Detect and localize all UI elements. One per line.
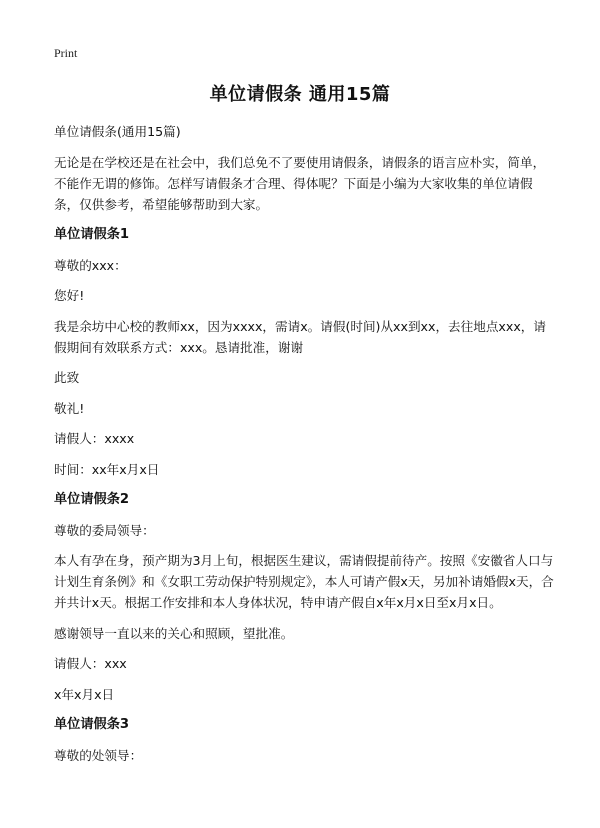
- date-line: x年x月x日: [54, 686, 115, 702]
- section-heading-3: 单位请假条3: [54, 717, 130, 732]
- signature-line: 请假人：xxx: [54, 656, 127, 671]
- body-paragraph: 我是余坊中心校的教师xx，因为xxxx，需请x。请假(时间)从xx到xx，去往地点xxx，请假期间有效联系方式：xxx。恳请批准，谢谢: [54, 318, 546, 355]
- document-body: [54, 121, 554, 775]
- body-paragraph: 本人有孕在身，预产期为3月上旬，根据医生建议，需请假提前待产。按照《安徽省人口与计划生育条例》和《女职工劳动保护特别规定》，本人可请产假x天，另加补请婚假x天，合并共计x天。根据工作安排和本人身体状况，特申请产假自x年x月x日至x月x日。: [54, 553, 554, 610]
- closing-line: 敬礼!: [54, 400, 85, 416]
- salutation: 尊敬的处领导：: [54, 747, 143, 763]
- salutation: 尊敬的委局领导：: [54, 522, 155, 538]
- salutation: 尊敬的xxx：: [54, 257, 127, 273]
- section-heading-2: 单位请假条2: [54, 492, 130, 507]
- subtitle-paragraph: 单位请假条(通用15篇): [54, 124, 181, 139]
- date-line: 时间：xx年x月x日: [54, 461, 160, 477]
- print-link[interactable]: Print: [54, 46, 78, 60]
- page-title: 单位请假条 通用15篇: [209, 84, 391, 105]
- thanks-paragraph: 感谢领导一直以来的关心和照顾，望批准。: [54, 625, 294, 641]
- intro-paragraph: 无论是在学校还是在社会中，我们总免不了要使用请假条，请假条的语言应朴实，简单，不能作无谓的修饰。怎样写请假条才合理、得体呢？下面是小编为大家收集的单位请假条，仅供参考，希望能够帮助到大家。: [54, 154, 546, 212]
- section-heading-1: 单位请假条1: [54, 227, 130, 242]
- closing-line: 此致: [54, 370, 80, 385]
- greeting: 您好!: [54, 288, 85, 303]
- signature-line: 请假人：xxxx: [54, 431, 135, 446]
